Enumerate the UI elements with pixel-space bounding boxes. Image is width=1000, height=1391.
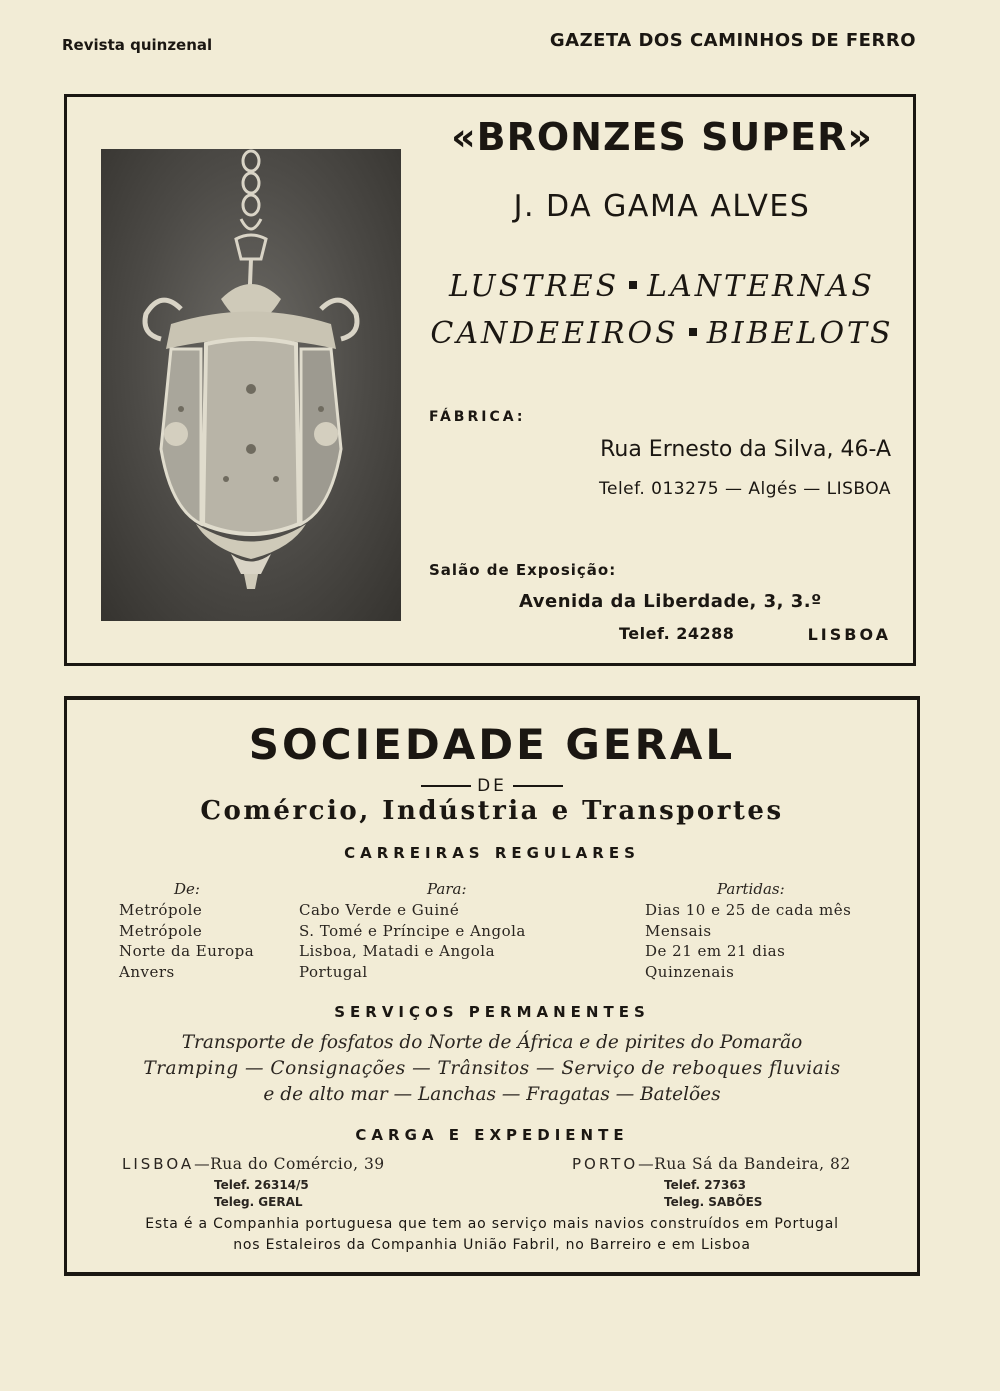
routes-departures-column [645,880,895,982]
ad-subtitle: Comércio, Indústria e Transportes [200,796,784,826]
footer-line: Esta é a Companhia portuguesa que tem ao serviço mais navios construídos em Portugal [145,1216,839,1232]
footer-line: nos Estaleiros da Companhia União Fabril, no Barreiro e em Lisboa [233,1237,751,1253]
office-city: PORTO [572,1155,639,1173]
factory-label: FÁBRICA: [429,409,526,425]
title-connector [67,776,917,796]
divider [421,785,471,787]
route-to: Lisboa, Matadi e Angola [299,942,496,960]
office-address: —Rua do Comércio, 39 [194,1155,385,1173]
column-header: De: [174,880,200,898]
office-contacts [122,1177,422,1211]
section-title-regular-routes: CARREIRAS REGULARES [344,844,640,862]
factory-address: Rua Ernesto da Silva, 46-A [600,437,891,462]
ad-sociedade-geral [64,696,920,1276]
routes-from-column [119,880,289,982]
route-departure: Mensais [645,921,712,940]
route-from: Norte da Europa [119,942,255,960]
office-address-line [122,1155,422,1173]
factory-phone: Telef. 013275 — Algés — LISBOA [598,479,891,499]
office-lisboa [122,1155,422,1211]
service-line: e de alto mar — Lanchas — Fragatas — Batelões [263,1084,721,1105]
route-from: Metrópole [119,921,203,940]
routes-to-column [299,880,599,982]
route-departure: Dias 10 e 25 de cada mês [645,901,852,919]
column-header: Para: [427,880,467,898]
products-line-2 [422,316,902,351]
connector-de: DE [477,776,507,796]
section-title-permanent-services: SERVIÇOS PERMANENTES [334,1003,650,1021]
office-address: —Rua Sá da Bandeira, 82 [638,1155,851,1173]
product-lanternas: LANTERNAS [647,269,875,304]
office-phone: Telef. 27363 [664,1178,747,1192]
separator-square [629,281,637,289]
office-telegraph: Teleg. SABÕES [664,1195,763,1209]
service-line: Tramping — Consignações — Trânsitos — Serviço de reboques fluviais [143,1058,841,1079]
company-name: J. DA GAMA ALVES [513,189,811,224]
divider [513,785,563,787]
office-address-line [572,1155,872,1173]
column-header: Partidas: [717,880,785,898]
running-head [62,28,916,58]
route-to: Cabo Verde e Guiné [299,901,460,919]
route-to: Portugal [299,962,368,981]
showroom-city: LISBOA [807,625,891,644]
showroom-label: Salão de Exposição: [429,561,617,579]
office-telegraph: Teleg. GERAL [214,1195,303,1209]
service-line: Transporte de fosfatos do Norte de África e de pirites do Pomarão [181,1032,803,1053]
route-departure: Quinzenais [645,962,735,981]
showroom-phone: Telef. 24288 [619,624,735,643]
office-phone: Telef. 26314/5 [214,1178,309,1192]
route-from: Anvers [119,962,175,981]
office-porto [572,1155,872,1211]
product-candeeiros: CANDEEIROS [430,316,679,351]
office-city: LISBOA [122,1155,195,1173]
route-from: Metrópole [119,901,203,919]
lantern-illustration [101,149,401,621]
showroom-address: Avenida da Liberdade, 3, 3.º [519,591,822,612]
section-title-cargo: CARGA E EXPEDIENTE [355,1126,629,1144]
product-bibelots: BIBELOTS [706,316,894,351]
header-left: Revista quinzenal [62,36,213,54]
header-right: GAZETA DOS CAMINHOS DE FERRO [549,30,916,51]
ad-title: SOCIEDADE GERAL [248,720,736,769]
products-line-1 [422,269,902,304]
office-contacts [572,1177,872,1211]
route-to: S. Tomé e Príncipe e Angola [299,921,526,940]
ad-bronzes-super [64,94,916,666]
product-lustres: LUSTRES [449,269,620,304]
route-departure: De 21 em 21 dias [645,942,786,960]
footer-note [97,1214,887,1256]
lantern-photo [101,149,401,621]
separator-square [689,328,697,336]
ad-title: «BRONZES SUPER» [451,115,873,159]
